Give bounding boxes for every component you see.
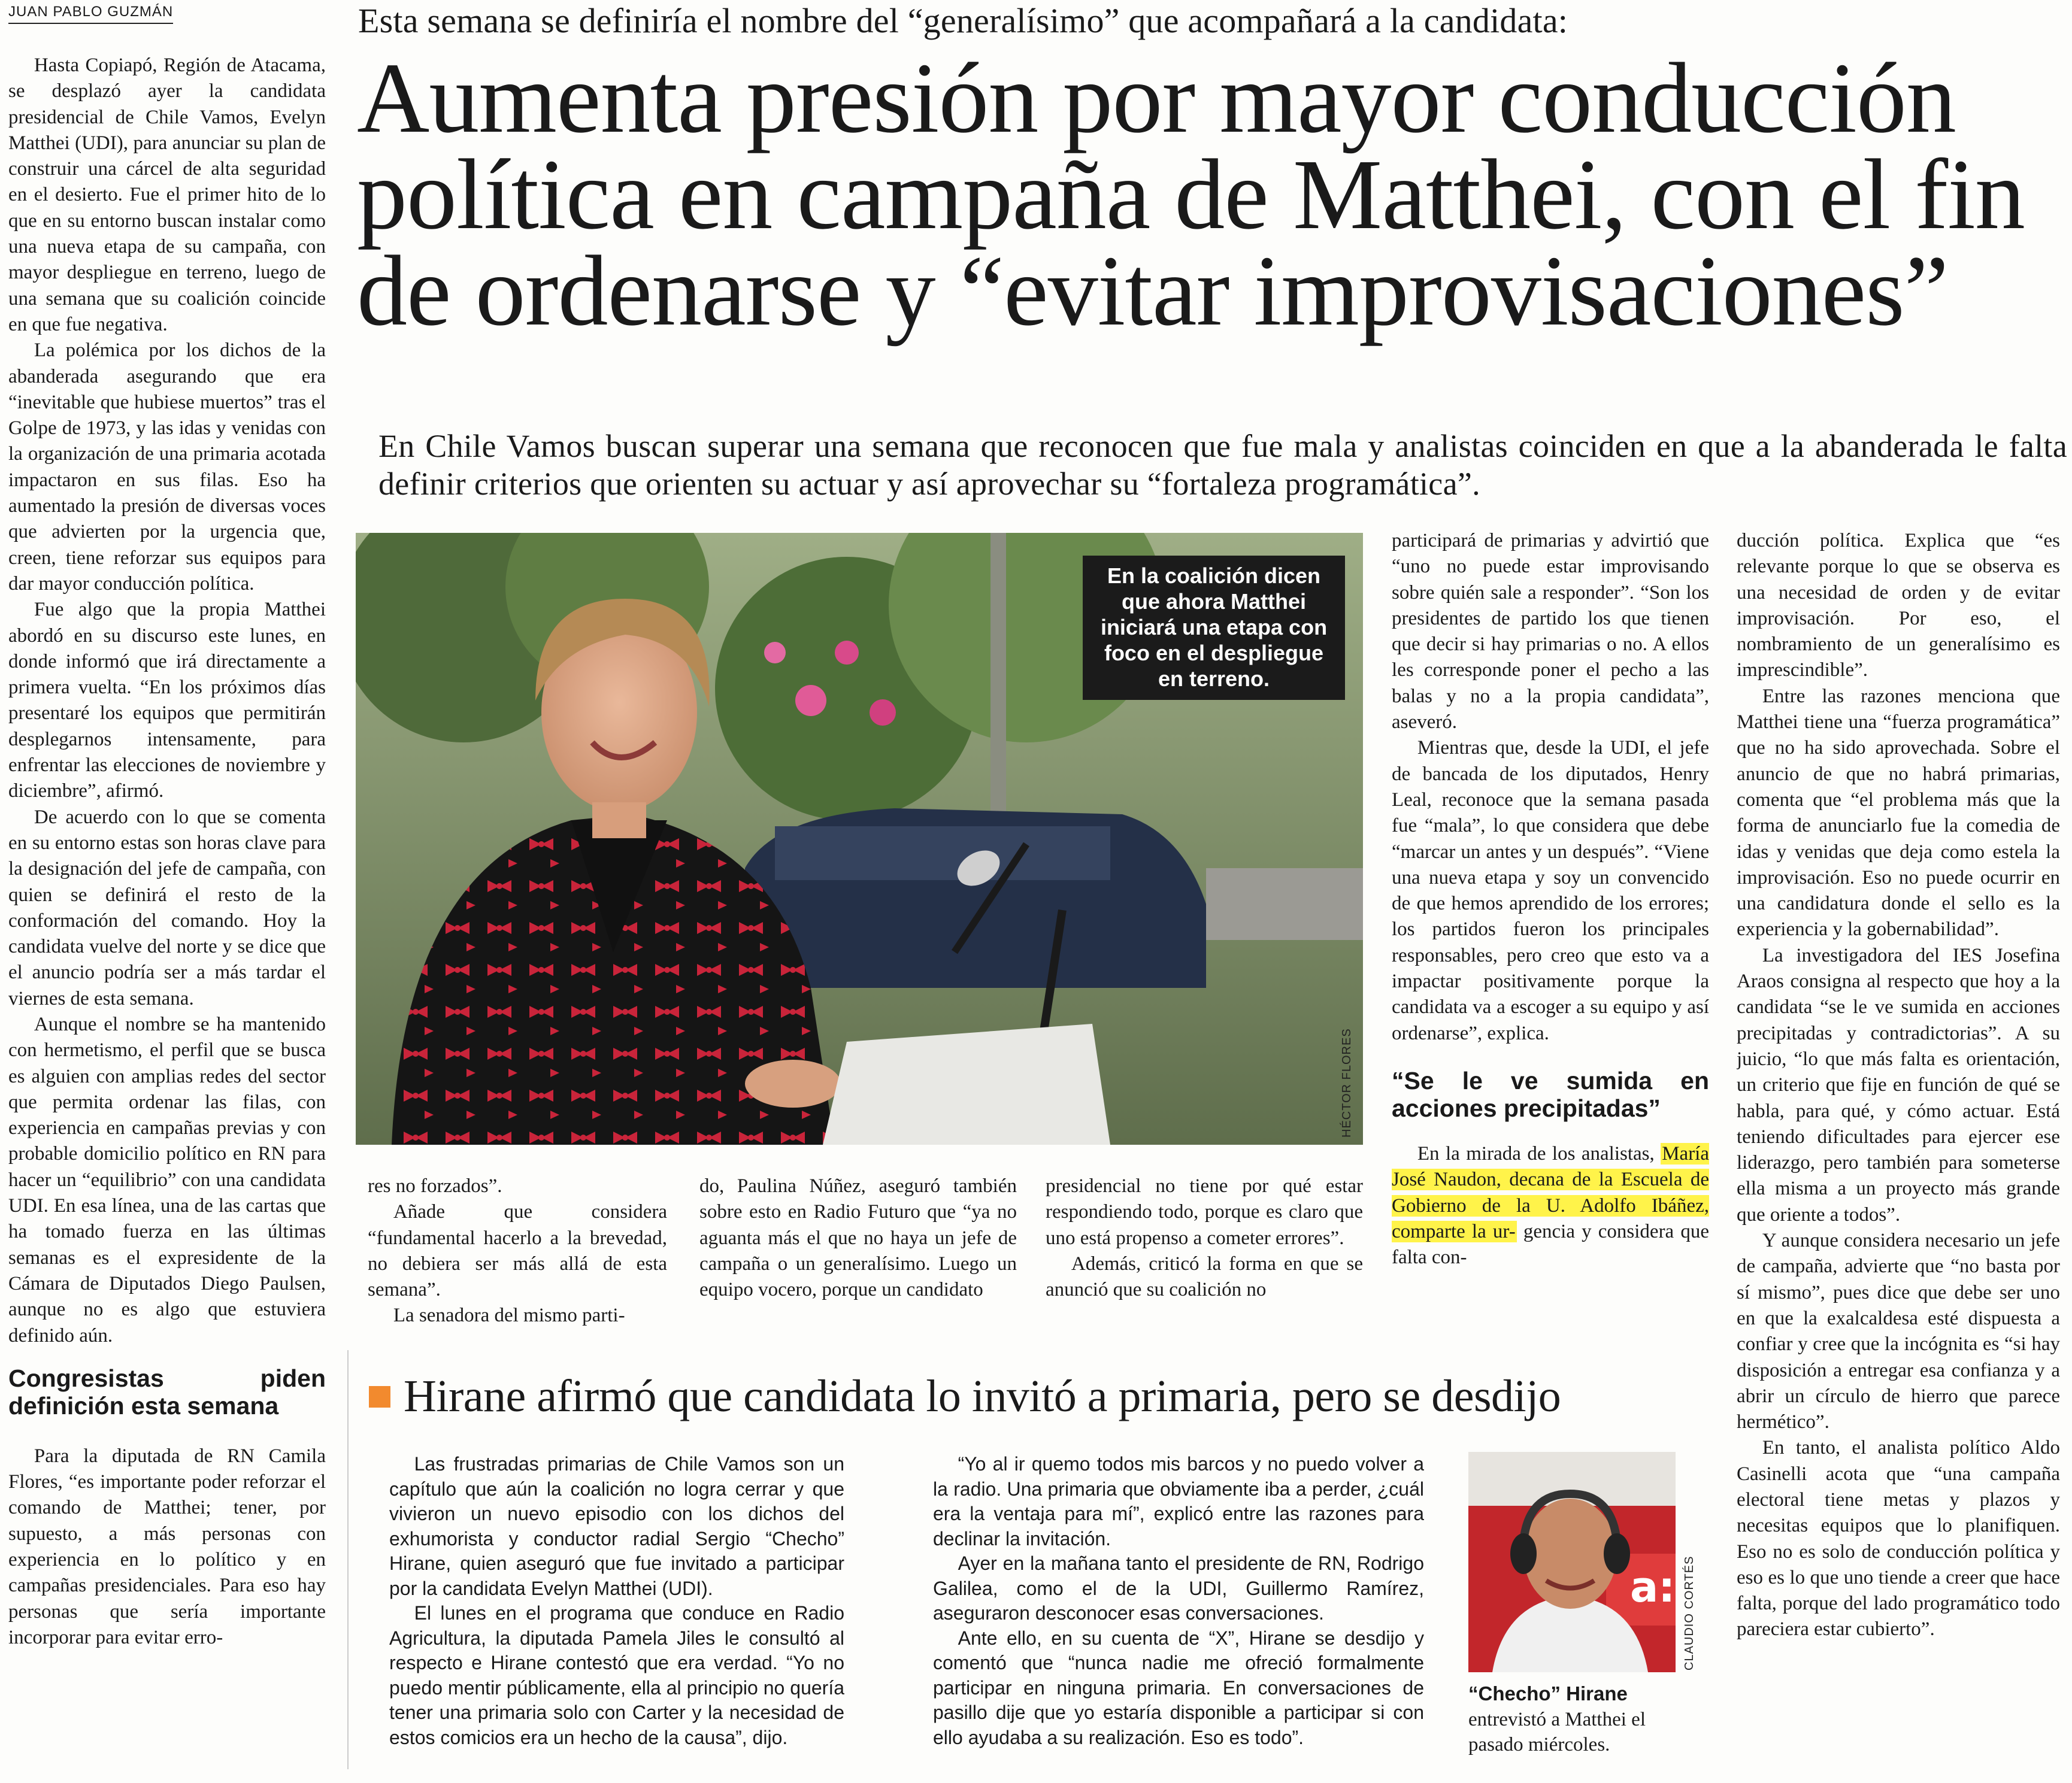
column-2	[368, 1173, 667, 1329]
paragraph: De acuerdo con lo que se comenta en su entorno estas son horas clave para la designación del jefe de campaña, con quien se definirá el resto de la conformación del comando. Hoy la candidata vuelve del norte y se dice que el anuncio podría ser a más tardar el viernes de esta semana.	[8, 806, 326, 1009]
paragraph	[1392, 1141, 1709, 1270]
paragraph: Mientras que, desde la UDI, el jefe de bancada de los diputados, Henry Leal, reconoce que la semana pasada fue “mala”, lo que considera que debe “marcar un antes y un después”. “Viene una nueva etapa y soy un convencido de que hemos aprendido de los errores; los partidos fueron los principales responsables, pero creo que esto va a impactar positivamente porque la candidata va a escoger a su equipo y así ordenarse”, explica.	[1392, 737, 1709, 1044]
highlighted-text: María José Naudon, decana de la Escuela de Gobierno de la U. Adolfo Ibáñez, comparte la ur-	[1392, 1142, 1709, 1242]
column-5	[1392, 528, 1709, 1330]
paragraph: ducción política. Explica que “es relevante porque lo que se observa es una necesidad de orden y de evitar improvisación. Por eso, el nombramiento de un generalísimo es imprescindible”.	[1737, 530, 2060, 681]
caption-bold: “Checho” Hirane	[1468, 1682, 1628, 1705]
paragraph: Fue algo que la propia Matthei abordó en su discurso este lunes, en donde informó que irá directamente a primera vuelta. “En los próximos días presentaré los equipos que permitirán desplegarnos intensamente, para enfrentar las elecciones de noviembre y diciembre”, afirmó.	[8, 599, 326, 802]
paragraph: Ante ello, en su cuenta de “X”, Hirane se desdijo y comentó que “nunca nadie me ofreció formalmente participar en ninguna primaria. En conversaciones de pasillo dije que yo estaría disponible a participar si con ello ayudaba a su realización. Eso es todo”.	[933, 1627, 1424, 1748]
svg-text:a:: a:	[1630, 1563, 1676, 1612]
box-headline	[369, 1371, 1561, 1421]
paragraph: do, Paulina Núñez, aseguró también sobre esto en Radio Futuro que “ya no aguanta más el que no haya un jefe de campaña o un generalísimo. Luego un equipo vocero, porque un candidato	[699, 1175, 1017, 1301]
hirane-photo-credit: CLAUDIO CORTÉS	[1683, 1555, 1696, 1670]
headline	[357, 43, 2070, 347]
subhead-analistas: “Se le ve sumida en acciones precipitadas”	[1392, 1066, 1709, 1122]
photo-credit: HÉCTOR FLORES	[1340, 1028, 1353, 1138]
text: En la mirada de los analistas,	[1417, 1142, 1655, 1165]
caption-text: entrevistó a Matthei el pasado miércoles.	[1468, 1709, 1646, 1755]
paragraph: La senadora del mismo parti-	[393, 1305, 625, 1327]
paragraph: En tanto, el analista político Aldo Casinelli acota que “una campaña electoral tiene metas y plazos y necesitas equipos que lo planifiquen. Eso no es solo de conducción política y eso es lo que uno tiende a creer que hace falta, porque del lado programático todo pareciera estar cubierto”.	[1737, 1437, 2060, 1641]
column-3	[699, 1173, 1017, 1329]
paragraph: Para la diputada de RN Camila Flores, “es importante poder reforzar el comando de Matthei; tener, por supuesto, a más personas con experiencia en lo político y en campañas presidenciales. Para eso hay personas que sería importante incorporar para evitar erro-	[8, 1445, 326, 1648]
hirane-photo	[1468, 1452, 1676, 1672]
paragraph: La investigadora del IES Josefina Araos consigna al respecto que hoy a la candidata “se le ve sumida en acciones precipitadas y contradictorias”. A su juicio, “lo que más falta es orientación, un criterio que fije en función de qué se habla, para qué, y cómo actuar. Está teniendo dificultades para ejercer ese liderazgo, pero también para someterse ella misma a un proyecto más grande que oriente a todos”.	[1737, 944, 2060, 1226]
headline-line-2: política en campaña de Matthei, con el fin	[357, 139, 2025, 250]
column-6	[1737, 528, 2060, 1773]
photo-overlay-caption: En la coalición dicen que ahora Matthei iniciará una etapa con foco en el despliegue en terreno.	[1083, 556, 1345, 700]
hirane-caption	[1468, 1681, 1684, 1757]
paragraph: Entre las razones menciona que Matthei tiene una “fuerza programática” que no ha sido aprovechada. Sobre el anuncio de que no habrá primarias, comenta que “el problema más que la forma de anunciarlo fue la comedia de idas y venidas que deja como estela la improvisación. Eso no puede ocurrir en una candidatura donde el sello es la experiencia y la gobernabilidad”.	[1737, 685, 2060, 941]
paragraph: presidencial no tiene por qué estar respondiendo todo, porque es claro que uno está propenso a cometer errores”.	[1046, 1175, 1363, 1249]
box-column-left	[389, 1452, 844, 1763]
paragraph: “Yo al ir quemo todos mis barcos y no puedo volver a la radio. Una primaria que obviamente iba a perder, ¿cuál era la ventaja para mí”, explicó entre las razones para declinar la invitación.	[933, 1453, 1424, 1549]
column-1	[8, 53, 326, 1777]
paragraph: Hasta Copiapó, Región de Atacama, se desplazó ayer la candidata presidencial de Chile Vamos, Evelyn Matthei (UDI), para anunciar su plan de construir una cárcel de alta seguridad en el desierto. Fue el primer hito de lo que en su entorno buscan instalar como una nueva etapa de su campaña, con mayor despliegue en terreno, luego de una semana que su coalición coincide en que fue negativa.	[8, 54, 326, 335]
divider	[347, 1350, 349, 1769]
photo-illustration	[1468, 1452, 1676, 1672]
box-column-right	[933, 1452, 1424, 1763]
paragraph: Además, criticó la forma en que se anunció que su coalición no	[1046, 1253, 1363, 1301]
byline: JUAN PABLO GUZMÁN	[8, 4, 173, 24]
subhead-congresistas: Congresistas piden definición esta semana	[8, 1364, 326, 1420]
paragraph: La polémica por los dichos de la abanderada asegurando que era “inevitable que hubiese muertos” tras el Golpe de 1973, y las idas y venidas con la organización de una primaria acotada impactaron en sus filas. Eso ha aumentado la presión de diversas voces que advierten por la urgencia que, creen, tiene reforzar sus equipos para dar mayor conducción política.	[8, 339, 326, 595]
box-headline-text: Hirane afirmó que candidata lo invitó a primaria, pero se desdijo	[404, 1371, 1561, 1421]
square-bullet-icon	[369, 1386, 390, 1408]
paragraph: res no forzados”.	[368, 1175, 502, 1197]
kicker: Esta semana se definiría el nombre del “generalísimo” que acompañará a la candidata:	[358, 1, 1568, 40]
text: gencia y considera que falta con-	[1392, 1220, 1709, 1269]
paragraph: Y aunque considera necesario un jefe de campaña, advierte que “no basta por sí mismo”, pues dice que debe ser uno en que la exalcaldesa esté dispuesta a confiar y cree que la incógnita es “si hay disposición a entregar esa confianza y a abrir un círculo de hierro que parece hermético”.	[1737, 1230, 2060, 1433]
paragraph: Aunque el nombre se ha mantenido con hermetismo, el perfil que se busca es alguien con amplias redes del sector que permita ordenar las filas, con experiencia en campañas previas y con probable domicilio político en RN para hacer un “equilibrio” con una candidata UDI. En esa línea, una de las cartas que ha tomado fuerza en las últimas semanas es el expresidente de la Cámara de Diputados Diego Paulsen, aunque no es algo que estuviera definido aún.	[8, 1013, 326, 1347]
headline-line-1: Aumenta presión por mayor conducción	[357, 43, 1956, 154]
paragraph: El lunes en el programa que conduce en Radio Agricultura, la diputada Pamela Jiles le consultó al respecto e Hirane contestó que era verdad. “Yo no puedo mentir públicamente, ella al principio no quería tener una primaria solo con Carter y la necesidad de estos comicios era un hecho de la causa”, dijo.	[389, 1602, 844, 1748]
headline-line-3: de ordenarse y “evitar improvisaciones”	[357, 235, 1949, 347]
paragraph: participará de primarias y advirtió que “uno no puede estar improvisando sobre quién sale a responder”. “Son los presidentes de partido los que tienen que decir si hay primarias o no. A ellos les corresponde poner el pecho a las balas y no a la propia candidata”, aseveró.	[1392, 530, 1709, 733]
paragraph: Añade que considera “fundamental hacerlo a la brevedad, no debiera ser más allá de esta semana”.	[368, 1201, 667, 1301]
column-4	[1046, 1173, 1363, 1329]
paragraph: Las frustradas primarias de Chile Vamos son un capítulo que aún la coalición no logra cerrar y que vivieron un nuevo episodio con los dichos del exhumorista y conductor radial Sergio “Checho” Hirane, quien aseguró que fue invitado a participar por la candidata Evelyn Matthei (UDI).	[389, 1453, 844, 1599]
matthei-photo	[356, 533, 1363, 1145]
deck: En Chile Vamos buscan superar una semana que reconocen que fue mala y analistas coinciden en que a la abanderada le falta definir criterios que orienten su actuar y así aprovechar su “fortaleza programática”.	[378, 428, 2067, 502]
paragraph: Ayer en la mañana tanto el presidente de RN, Rodrigo Galilea, como el de la UDI, Guillermo Ramírez, aseguraron desconocer esas conversaciones.	[933, 1552, 1424, 1624]
